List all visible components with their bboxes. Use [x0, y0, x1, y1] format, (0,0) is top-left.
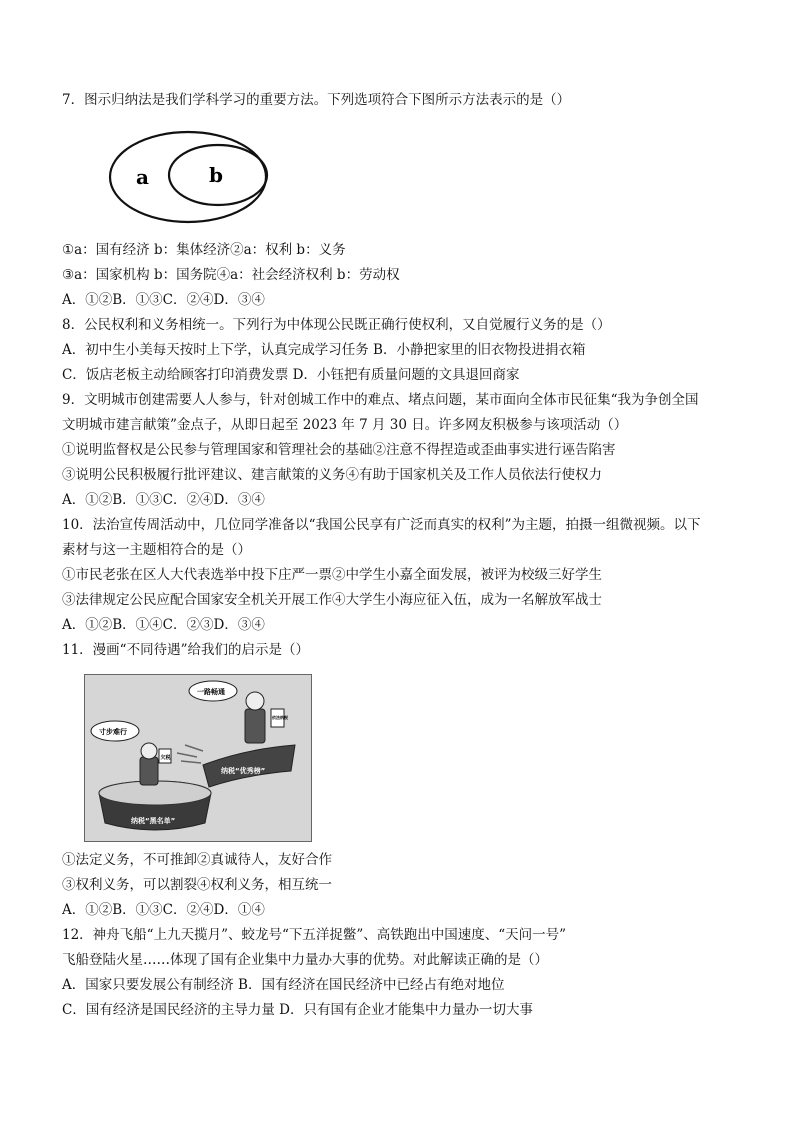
q11-items-1: ①法定义务，不可推卸②真诚待人，友好合作 — [62, 852, 332, 868]
q10-items-1: ①市民老张在区人大代表选举中投下庄严一票②中学生小嘉全面发展，被评为校级三好学生 — [62, 567, 602, 583]
q7-items-2: ③a：国家机构 b：国务院④a：社会经济权利 b：劳动权 — [62, 267, 400, 283]
q12-stem-1: 12．神舟飞船“上九天揽月”、蛟龙号“下五洋捉鳖”、高铁跑出中国速度、“天问一号” — [62, 927, 567, 943]
q9-options: A．①②B．①③C．②④D．③④ — [62, 492, 265, 508]
base-left-label: 纳税“黑名单” — [131, 817, 176, 825]
venn-diagram — [106, 128, 272, 226]
q11-items-2: ③权利义务，可以割裂④权利义务，相互统一 — [62, 877, 332, 893]
q9-stem-1: 9．文明城市创建需要人人参与，针对创城工作中的难点、堵点问题，某市面向全体市民征集“我为争创全国 — [62, 392, 699, 408]
q9-items-1: ①说明监督权是公民参与管理国家和管理社会的基础②注意不得捏造或歪曲事实进行诬告陷害 — [62, 442, 616, 458]
q9-stem-2: 文明城市建言献策”金点子，从即日起至 2023 年 7 月 30 日。许多网友积极参与该项活动（） — [62, 417, 628, 433]
q7-stem: 7．图示归纳法是我们学科学习的重要方法。下列选项符合下图所示方法表示的是（） — [62, 92, 571, 108]
q10-items-2: ③法律规定公民应配合国家安全机关开展工作④大学生小海应征入伍，成为一名解放军战士 — [62, 592, 602, 608]
q11-options: A．①②B．①③C．②④D．①④ — [62, 902, 265, 918]
q10-stem-1: 10．法治宣传周活动中，几位同学准备以“我国公民享有广泛而真实的权利”为主题，拍摄一组微视频。以下 — [62, 517, 701, 533]
tax-evader-figure — [140, 757, 158, 785]
q9-items-2: ③说明公民积极履行批评建议、建言献策的义务④有助于国家机关及工作人员依法行使权力 — [62, 467, 602, 483]
carpet-right-label: 纳税“优秀榜” — [221, 767, 266, 775]
q7-items-1: ①a：国有经济 b：集体经济②a：权利 b：义务 — [62, 242, 346, 258]
q12-options-1: A．国家只要发展公有制经济 B．国有经济在国民经济中已经占有绝对地位 — [62, 977, 505, 993]
svg-text:欠税: 欠税 — [160, 755, 171, 761]
q8-stem: 8．公民权利和义务相统一。下列行为中体现公民既正确行使权利，又自觉履行义务的是（） — [62, 317, 611, 333]
venn-label-b: b — [209, 163, 223, 187]
q10-stem-2: 素材与这一主题相符合的是（） — [62, 542, 251, 558]
q12-stem-2: 飞船登陆火星……体现了国有企业集中力量办大事的优势。对此解读正确的是（） — [62, 952, 548, 968]
svg-text:一路畅通: 一路畅通 — [197, 688, 225, 696]
taxpayer-figure — [245, 709, 265, 743]
svg-text:依法纳税: 依法纳税 — [272, 715, 288, 720]
q7-options: A．①②B．①③C．②④D．③④ — [62, 292, 265, 308]
cartoon-different-treatment — [84, 674, 312, 842]
venn-label-a: a — [136, 165, 149, 189]
q8-options-2: C．饭店老板主动给顾客打印消费发票 D．小钰把有质量问题的文具退回商家 — [62, 367, 520, 383]
q12-options-2: C．国有经济是国民经济的主导力量 D．只有国有企业才能集中力量办一切大事 — [62, 1002, 533, 1018]
svg-text:寸步难行: 寸步难行 — [99, 728, 127, 736]
q8-options-1: A．初中生小美每天按时上下学，认真完成学习任务 B．小静把家里的旧衣物投进捐衣箱 — [62, 342, 586, 358]
venn-outer-set — [110, 132, 266, 222]
q10-options: A．①②B．①④C．②③D．③④ — [62, 617, 265, 633]
q11-stem: 11．漫画“不同待遇”给我们的启示是（） — [62, 642, 309, 658]
